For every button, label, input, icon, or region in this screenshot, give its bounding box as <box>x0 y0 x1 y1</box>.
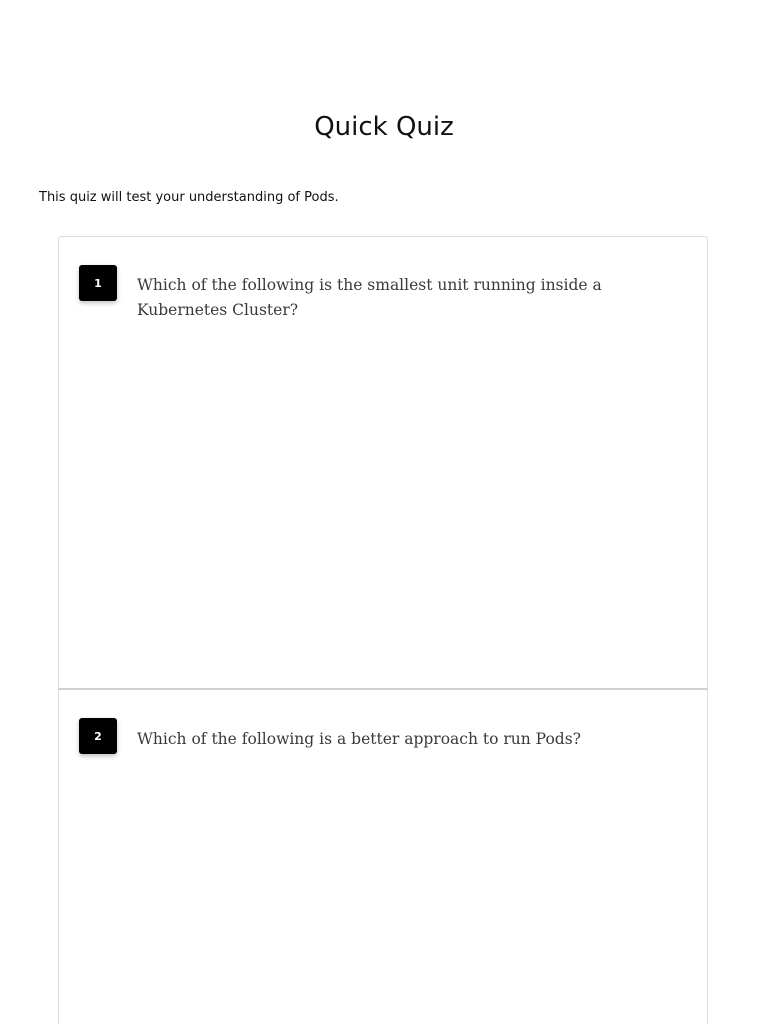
question-card-2 <box>58 690 708 1024</box>
question-number-badge-2: 2 <box>79 718 117 754</box>
question-text-1: Which of the following is the smallest unit running inside a Kubernetes Cluster? <box>137 276 602 319</box>
question-card-1 <box>58 236 708 690</box>
page-title: Quick Quiz <box>314 112 454 142</box>
quiz-intro-text: This quiz will test your understanding of Pods. <box>39 190 339 205</box>
question-number-badge-1: 1 <box>79 265 117 301</box>
question-text-2: Which of the following is a better approach to run Pods? <box>137 730 581 748</box>
